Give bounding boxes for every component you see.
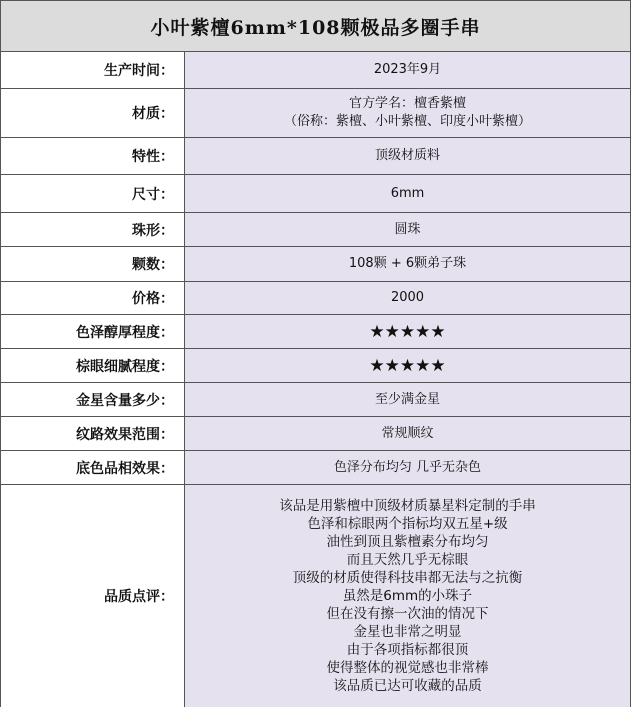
table-title: 小叶紫檀6mm*108颗极品多圈手串 (1, 1, 630, 52)
value-line: 虽然是6mm的小珠子 (342, 588, 473, 604)
row-label: 生产时间： (1, 52, 185, 88)
value-line: 该品是用紫檀中顶级材质暴星料定制的手串 (279, 498, 536, 514)
row-label: 金星含量多少： (1, 383, 185, 416)
row-value (185, 175, 630, 212)
value-line: 使得整体的视觉感也非常棒 (326, 660, 489, 676)
value-line: 顶级材质料 (374, 148, 440, 163)
row-value (185, 451, 630, 484)
value-line: 色泽和棕眼两个指标均双五星+级 (307, 516, 508, 532)
star-rating-icon: ★★★★★ (369, 355, 446, 376)
row-grain-pattern (1, 417, 630, 451)
row-value (185, 213, 630, 246)
row-label: 材质： (1, 89, 185, 137)
row-label: 品质点评： (1, 485, 185, 707)
value-line: 由于各项指标都很顶 (346, 642, 469, 658)
row-label: 颗数： (1, 247, 185, 281)
row-bead-count (1, 247, 630, 282)
value-line: 至少满金星 (374, 391, 440, 407)
row-value (185, 383, 630, 416)
row-label: 色泽醇厚程度： (1, 315, 185, 348)
value-line: 顶级的材质使得科技串都无法与之抗衡 (292, 570, 523, 586)
value-line: 2023年9月 (373, 62, 442, 77)
value-line: 而且天然几乎无棕眼 (346, 552, 469, 568)
row-base-color (1, 451, 630, 485)
value-line: 油性到顶且紫檀素分布均匀 (326, 534, 489, 550)
row-bead-shape (1, 213, 630, 247)
value-line: 该品质已达可收藏的品质 (333, 678, 482, 694)
row-size (1, 175, 630, 213)
value-line: 色泽分布均匀 几乎无杂色 (333, 459, 482, 475)
row-label: 价格： (1, 282, 185, 314)
value-line: 常规顺纹 (381, 425, 434, 441)
row-quality-comment (1, 485, 630, 707)
row-gold-star-content (1, 383, 630, 417)
row-value (185, 282, 630, 314)
row-property (1, 138, 630, 175)
value-line: 金星也非常之明显 (353, 624, 462, 640)
row-value (185, 417, 630, 450)
row-value (185, 247, 630, 281)
row-label: 棕眼细腻程度： (1, 349, 185, 382)
row-material (1, 89, 630, 138)
row-value (185, 89, 630, 137)
row-label: 珠形： (1, 213, 185, 246)
row-value (185, 138, 630, 174)
row-price (1, 282, 630, 315)
row-pore-fineness (1, 349, 630, 383)
row-label: 尺寸： (1, 175, 185, 212)
value-line: 6mm (390, 185, 425, 201)
row-value (185, 485, 630, 707)
row-label: 特性： (1, 138, 185, 174)
value-line: 官方学名：檀香紫檀 (348, 96, 466, 111)
value-line: （俗称：紫檀、小叶紫檀、印度小叶紫檀） (283, 114, 531, 129)
value-line: 2000 (390, 290, 425, 305)
value-line: 但在没有擦一次油的情况下 (326, 606, 489, 622)
row-color-richness (1, 315, 630, 349)
row-label: 底色品相效果： (1, 451, 185, 484)
row-label: 纹路效果范围： (1, 417, 185, 450)
star-rating-icon: ★★★★★ (369, 321, 446, 342)
row-value (185, 315, 630, 348)
row-value (185, 349, 630, 382)
row-production-time (1, 52, 630, 89)
row-value (185, 52, 630, 88)
value-line: 圆珠 (394, 221, 421, 237)
value-line: 108颗 + 6颗弟子珠 (348, 256, 467, 271)
